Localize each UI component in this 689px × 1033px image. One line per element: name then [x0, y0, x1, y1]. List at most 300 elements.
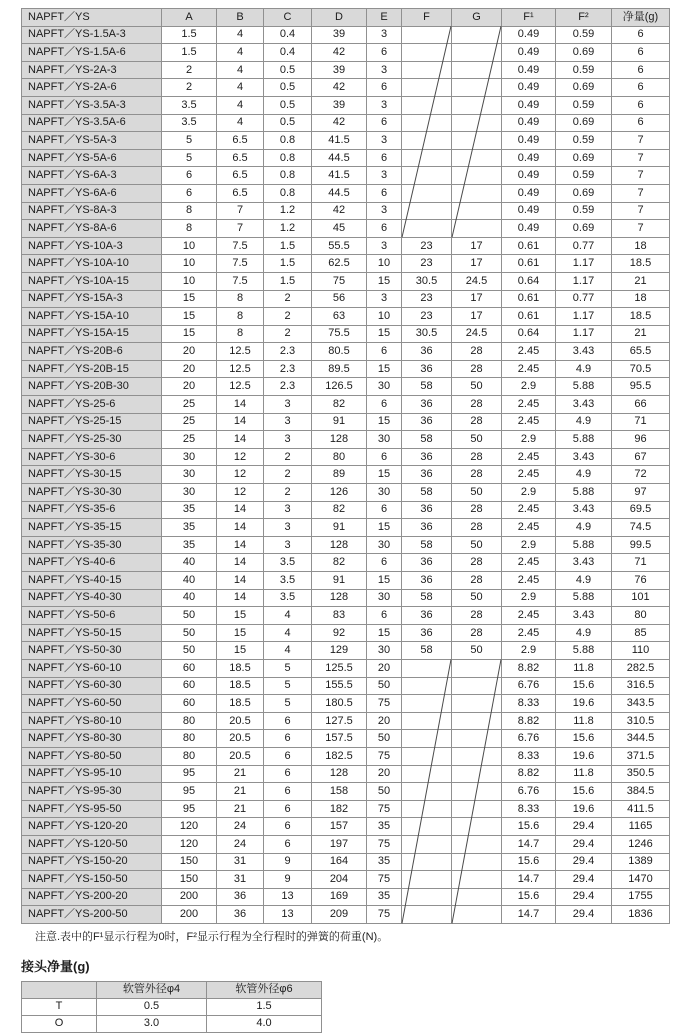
spec-value-cell: 6.76	[502, 783, 556, 801]
spec-value-cell: 66	[612, 396, 670, 414]
spec-label-cell: NAPFT／YS-150-20	[22, 853, 162, 871]
spec-value-cell: 6	[367, 220, 402, 238]
spec-label-cell: NAPFT／YS-25-6	[22, 396, 162, 414]
spec-value-cell: 2.3	[264, 378, 312, 396]
spec-value-cell: 3	[367, 202, 402, 220]
spec-value-cell: 2.9	[502, 431, 556, 449]
spec-value-cell: 0.77	[556, 237, 612, 255]
joint-value-cell: 3.0	[97, 1015, 207, 1032]
spec-value-cell: 3	[264, 536, 312, 554]
spec-value-cell: 80	[612, 607, 670, 625]
spec-value-cell: 3	[367, 26, 402, 44]
spec-value-cell: 4	[264, 642, 312, 660]
spec-value-cell: 310.5	[612, 712, 670, 730]
spec-value-cell: 30.5	[402, 325, 452, 343]
spec-row	[22, 747, 670, 765]
spec-value-cell: 82	[312, 554, 367, 572]
spec-value-cell: 6	[264, 747, 312, 765]
spec-value-cell: 0.64	[502, 272, 556, 290]
spec-value-cell: 2.3	[264, 343, 312, 361]
spec-value-cell: 42	[312, 79, 367, 97]
spec-value-cell: 91	[312, 519, 367, 537]
spec-value-cell: 0.59	[556, 61, 612, 79]
spec-label-cell: NAPFT／YS-15A-3	[22, 290, 162, 308]
spec-value-cell	[452, 695, 502, 713]
joint-label-cell: T	[22, 998, 97, 1015]
spec-value-cell: 20	[367, 765, 402, 783]
spec-value-cell: 3.5	[264, 589, 312, 607]
spec-label-cell: NAPFT／YS-2A-6	[22, 79, 162, 97]
spec-value-cell: 5.88	[556, 484, 612, 502]
spec-value-cell: 2	[264, 484, 312, 502]
spec-value-cell: 0.69	[556, 44, 612, 62]
spec-value-cell: 8.33	[502, 747, 556, 765]
spec-label-cell: NAPFT／YS-95-50	[22, 800, 162, 818]
spec-value-cell: 50	[162, 607, 217, 625]
spec-value-cell: 6	[162, 184, 217, 202]
spec-value-cell: 15.6	[556, 783, 612, 801]
spec-value-cell: 39	[312, 61, 367, 79]
spec-value-cell: 40	[162, 554, 217, 572]
spec-value-cell: 6	[264, 765, 312, 783]
spec-value-cell: 40	[162, 572, 217, 590]
spec-value-cell: 82	[312, 501, 367, 519]
spec-value-cell: 169	[312, 888, 367, 906]
spec-value-cell: 85	[612, 624, 670, 642]
spec-value-cell: 21	[217, 800, 264, 818]
spec-value-cell: 157.5	[312, 730, 367, 748]
spec-value-cell: 0.69	[556, 184, 612, 202]
spec-value-cell: 2.9	[502, 378, 556, 396]
spec-value-cell: 128	[312, 431, 367, 449]
spec-value-cell: 14	[217, 572, 264, 590]
spec-value-cell: 99.5	[612, 536, 670, 554]
spec-value-cell: 6	[367, 149, 402, 167]
spec-col-header: A	[162, 9, 217, 27]
spec-value-cell: 344.5	[612, 730, 670, 748]
spec-value-cell: 24.5	[452, 325, 502, 343]
spec-value-cell	[402, 747, 452, 765]
spec-value-cell: 384.5	[612, 783, 670, 801]
spec-value-cell	[402, 765, 452, 783]
spec-row	[22, 308, 670, 326]
spec-value-cell: 50	[452, 536, 502, 554]
spec-row	[22, 149, 670, 167]
spec-value-cell: 6.5	[217, 149, 264, 167]
spec-value-cell: 30	[367, 642, 402, 660]
spec-value-cell: 35	[367, 818, 402, 836]
spec-value-cell	[402, 96, 452, 114]
spec-row	[22, 325, 670, 343]
spec-value-cell: 4.9	[556, 519, 612, 537]
spec-value-cell: 5	[162, 132, 217, 150]
spec-value-cell: 58	[402, 589, 452, 607]
spec-value-cell: 6	[612, 44, 670, 62]
spec-value-cell: 3.43	[556, 396, 612, 414]
spec-value-cell: 75	[367, 835, 402, 853]
spec-value-cell: 20	[367, 659, 402, 677]
spec-value-cell: 120	[162, 818, 217, 836]
spec-value-cell: 0.61	[502, 237, 556, 255]
spec-row	[22, 871, 670, 889]
spec-value-cell: 11.8	[556, 659, 612, 677]
spec-value-cell: 30	[162, 448, 217, 466]
spec-value-cell: 10	[162, 255, 217, 273]
spec-label-cell: NAPFT／YS-2A-3	[22, 61, 162, 79]
spec-row	[22, 220, 670, 238]
spec-value-cell: 14.7	[502, 906, 556, 924]
spec-value-cell: 50	[367, 730, 402, 748]
spec-value-cell	[452, 783, 502, 801]
spec-value-cell: 0.69	[556, 114, 612, 132]
spec-value-cell: 5	[264, 695, 312, 713]
spec-value-cell: 28	[452, 396, 502, 414]
spec-value-cell: 4.9	[556, 466, 612, 484]
spec-value-cell: 50	[367, 677, 402, 695]
joint-row	[22, 998, 322, 1015]
spec-value-cell: 2.9	[502, 484, 556, 502]
spec-value-cell: 42	[312, 44, 367, 62]
spec-value-cell: 14	[217, 589, 264, 607]
spec-value-cell: 15	[162, 325, 217, 343]
spec-col-header: F²	[556, 9, 612, 27]
spec-value-cell	[402, 132, 452, 150]
spec-value-cell	[402, 167, 452, 185]
spec-value-cell: 36	[402, 396, 452, 414]
spec-value-cell	[452, 871, 502, 889]
spec-value-cell: 17	[452, 255, 502, 273]
spec-value-cell: 8.33	[502, 695, 556, 713]
spec-value-cell: 18	[612, 237, 670, 255]
spec-value-cell: 23	[402, 308, 452, 326]
spec-value-cell: 0.49	[502, 61, 556, 79]
spec-value-cell: 0.8	[264, 149, 312, 167]
spec-value-cell: 19.6	[556, 800, 612, 818]
spec-value-cell: 35	[162, 536, 217, 554]
spec-value-cell: 28	[452, 501, 502, 519]
spec-value-cell: 7	[217, 202, 264, 220]
spec-value-cell: 7	[612, 202, 670, 220]
spec-value-cell: 0.49	[502, 167, 556, 185]
spec-value-cell: 6	[612, 79, 670, 97]
spec-value-cell	[452, 132, 502, 150]
spec-label-cell: NAPFT／YS-35-30	[22, 536, 162, 554]
spec-value-cell	[452, 220, 502, 238]
spec-value-cell: 12	[217, 448, 264, 466]
spec-value-cell: 35	[162, 519, 217, 537]
spec-row	[22, 519, 670, 537]
spec-value-cell: 150	[162, 871, 217, 889]
spec-value-cell: 58	[402, 536, 452, 554]
spec-value-cell: 3.43	[556, 343, 612, 361]
spec-value-cell: 204	[312, 871, 367, 889]
spec-value-cell: 2.45	[502, 572, 556, 590]
spec-value-cell	[402, 149, 452, 167]
spec-value-cell: 36	[402, 607, 452, 625]
spec-value-cell: 7	[217, 220, 264, 238]
spec-value-cell: 29.4	[556, 853, 612, 871]
spec-value-cell: 4.9	[556, 572, 612, 590]
spec-value-cell: 1.5	[162, 44, 217, 62]
spec-value-cell: 2	[264, 308, 312, 326]
spec-value-cell: 3	[367, 96, 402, 114]
spec-value-cell: 3.43	[556, 501, 612, 519]
spec-row	[22, 114, 670, 132]
spec-value-cell: 36	[402, 343, 452, 361]
spec-value-cell: 4	[217, 44, 264, 62]
spec-value-cell: 7.5	[217, 272, 264, 290]
spec-value-cell: 350.5	[612, 765, 670, 783]
spec-value-cell: 5.88	[556, 431, 612, 449]
spec-value-cell: 1.5	[162, 26, 217, 44]
spec-value-cell: 15	[367, 325, 402, 343]
spec-value-cell: 3	[264, 519, 312, 537]
spec-value-cell: 6	[264, 800, 312, 818]
spec-row	[22, 642, 670, 660]
spec-value-cell: 95	[162, 800, 217, 818]
spec-value-cell: 28	[452, 466, 502, 484]
spec-value-cell: 36	[402, 554, 452, 572]
spec-value-cell: 25	[162, 413, 217, 431]
spec-value-cell: 18	[612, 290, 670, 308]
spec-value-cell: 2	[162, 79, 217, 97]
spec-value-cell: 50	[452, 378, 502, 396]
spec-value-cell: 0.59	[556, 167, 612, 185]
spec-value-cell: 45	[312, 220, 367, 238]
spec-value-cell: 75	[367, 695, 402, 713]
spec-value-cell: 71	[612, 413, 670, 431]
spec-value-cell: 343.5	[612, 695, 670, 713]
spec-value-cell: 17	[452, 237, 502, 255]
spec-row	[22, 255, 670, 273]
spec-row	[22, 800, 670, 818]
spec-value-cell: 36	[402, 624, 452, 642]
spec-value-cell: 75.5	[312, 325, 367, 343]
spec-value-cell: 60	[162, 659, 217, 677]
spec-label-cell: NAPFT／YS-60-50	[22, 695, 162, 713]
spec-value-cell: 3.5	[264, 554, 312, 572]
spec-label-cell: NAPFT／YS-40-15	[22, 572, 162, 590]
spec-value-cell	[402, 220, 452, 238]
spec-value-cell: 3	[367, 132, 402, 150]
spec-value-cell: 21	[217, 765, 264, 783]
spec-value-cell: 25	[162, 396, 217, 414]
spec-value-cell: 75	[367, 906, 402, 924]
spec-value-cell: 3.43	[556, 554, 612, 572]
spec-value-cell: 0.49	[502, 96, 556, 114]
spec-value-cell: 164	[312, 853, 367, 871]
spec-value-cell: 157	[312, 818, 367, 836]
spec-value-cell: 14.7	[502, 835, 556, 853]
spec-value-cell: 97	[612, 484, 670, 502]
spec-value-cell: 7	[612, 132, 670, 150]
spec-label-cell: NAPFT／YS-50-6	[22, 607, 162, 625]
spec-value-cell: 9	[264, 853, 312, 871]
spec-value-cell: 0.49	[502, 79, 556, 97]
spec-value-cell: 0.64	[502, 325, 556, 343]
spec-value-cell: 1.5	[264, 237, 312, 255]
spec-value-cell	[452, 818, 502, 836]
spec-value-cell: 67	[612, 448, 670, 466]
spec-value-cell: 30	[162, 466, 217, 484]
spec-value-cell: 128	[312, 536, 367, 554]
spec-value-cell: 29.4	[556, 888, 612, 906]
spec-value-cell: 39	[312, 26, 367, 44]
spec-value-cell: 411.5	[612, 800, 670, 818]
spec-row	[22, 554, 670, 572]
spec-value-cell: 58	[402, 378, 452, 396]
spec-value-cell: 371.5	[612, 747, 670, 765]
spec-value-cell: 89.5	[312, 360, 367, 378]
spec-value-cell: 197	[312, 835, 367, 853]
spec-label-cell: NAPFT／YS-50-15	[22, 624, 162, 642]
spec-value-cell	[452, 800, 502, 818]
spec-value-cell: 8.82	[502, 765, 556, 783]
spec-value-cell: 41.5	[312, 167, 367, 185]
spec-value-cell: 12.5	[217, 343, 264, 361]
spec-value-cell: 1.17	[556, 325, 612, 343]
spec-value-cell: 2.9	[502, 536, 556, 554]
spec-value-cell: 15	[367, 572, 402, 590]
spec-value-cell: 14.7	[502, 871, 556, 889]
spec-value-cell	[402, 695, 452, 713]
spec-value-cell	[402, 184, 452, 202]
spec-value-cell: 75	[367, 871, 402, 889]
spec-value-cell	[452, 835, 502, 853]
joint-value-cell: 0.5	[97, 998, 207, 1015]
spec-value-cell: 29.4	[556, 818, 612, 836]
spec-value-cell: 13	[264, 888, 312, 906]
spec-value-cell: 3	[367, 237, 402, 255]
spec-value-cell	[402, 888, 452, 906]
spec-value-cell: 8	[162, 220, 217, 238]
spec-col-header: F	[402, 9, 452, 27]
spec-value-cell	[452, 26, 502, 44]
joint-table-body	[22, 998, 322, 1032]
spec-table-body	[22, 26, 670, 923]
spec-value-cell: 15	[367, 466, 402, 484]
spec-value-cell: 56	[312, 290, 367, 308]
spec-row	[22, 888, 670, 906]
spec-col-header: C	[264, 9, 312, 27]
spec-value-cell: 74.5	[612, 519, 670, 537]
spec-value-cell: 35	[162, 501, 217, 519]
spec-row	[22, 730, 670, 748]
joint-col-header: 软管外径φ6	[207, 981, 322, 998]
spec-value-cell: 28	[452, 343, 502, 361]
spec-value-cell: 60	[162, 677, 217, 695]
spec-value-cell: 29.4	[556, 835, 612, 853]
spec-value-cell: 4	[264, 624, 312, 642]
spec-col-header: NAPFT／YS	[22, 9, 162, 27]
spec-value-cell	[452, 730, 502, 748]
spec-label-cell: NAPFT／YS-30-6	[22, 448, 162, 466]
spec-row	[22, 343, 670, 361]
spec-value-cell	[402, 114, 452, 132]
spec-value-cell: 6	[162, 167, 217, 185]
spec-value-cell: 200	[162, 906, 217, 924]
spec-row	[22, 589, 670, 607]
spec-value-cell: 75	[312, 272, 367, 290]
spec-value-cell: 2	[162, 61, 217, 79]
spec-value-cell: 36	[402, 360, 452, 378]
spec-row	[22, 184, 670, 202]
spec-value-cell: 14	[217, 536, 264, 554]
spec-value-cell	[452, 906, 502, 924]
spec-value-cell: 50	[452, 484, 502, 502]
spec-row	[22, 26, 670, 44]
spec-value-cell: 44.5	[312, 149, 367, 167]
spec-value-cell: 2.45	[502, 519, 556, 537]
spec-value-cell: 20.5	[217, 712, 264, 730]
spec-value-cell	[402, 79, 452, 97]
spec-value-cell: 3	[264, 413, 312, 431]
spec-value-cell	[402, 871, 452, 889]
spec-value-cell: 83	[312, 607, 367, 625]
spec-label-cell: NAPFT／YS-10A-15	[22, 272, 162, 290]
spec-value-cell: 2.9	[502, 642, 556, 660]
spec-value-cell: 1246	[612, 835, 670, 853]
spec-value-cell: 1.5	[264, 272, 312, 290]
spec-value-cell	[452, 765, 502, 783]
spec-value-cell: 71	[612, 554, 670, 572]
spec-value-cell: 316.5	[612, 677, 670, 695]
spec-label-cell: NAPFT／YS-80-50	[22, 747, 162, 765]
spec-value-cell: 30	[367, 484, 402, 502]
spec-value-cell: 4	[264, 607, 312, 625]
spec-value-cell	[402, 906, 452, 924]
spec-value-cell	[452, 659, 502, 677]
spec-value-cell: 11.8	[556, 712, 612, 730]
spec-row	[22, 290, 670, 308]
spec-value-cell: 1836	[612, 906, 670, 924]
spec-value-cell: 35	[367, 853, 402, 871]
spec-value-cell: 0.4	[264, 44, 312, 62]
spec-value-cell: 91	[312, 572, 367, 590]
spec-value-cell: 6	[367, 396, 402, 414]
spec-value-cell: 2.45	[502, 624, 556, 642]
joint-weight-title: 接头净量(g)	[21, 958, 90, 974]
spec-value-cell: 2	[264, 448, 312, 466]
spec-label-cell: NAPFT／YS-25-30	[22, 431, 162, 449]
spec-value-cell: 14	[217, 501, 264, 519]
spec-value-cell: 21	[217, 783, 264, 801]
spec-value-cell: 70.5	[612, 360, 670, 378]
spec-value-cell: 10	[162, 237, 217, 255]
spec-value-cell: 50	[162, 624, 217, 642]
spec-value-cell: 28	[452, 519, 502, 537]
spec-value-cell: 13	[264, 906, 312, 924]
spec-value-cell: 5	[264, 659, 312, 677]
spec-value-cell: 50	[452, 431, 502, 449]
spec-value-cell: 7	[612, 149, 670, 167]
joint-label-cell: O	[22, 1015, 97, 1032]
spec-value-cell: 62.5	[312, 255, 367, 273]
spec-value-cell: 1470	[612, 871, 670, 889]
spec-value-cell: 29.4	[556, 871, 612, 889]
spec-value-cell: 12.5	[217, 360, 264, 378]
spec-label-cell: NAPFT／YS-120-20	[22, 818, 162, 836]
spec-value-cell: 3	[264, 396, 312, 414]
spec-value-cell	[402, 712, 452, 730]
spec-row	[22, 448, 670, 466]
spec-label-cell: NAPFT／YS-200-50	[22, 906, 162, 924]
spec-value-cell: 128	[312, 765, 367, 783]
spec-value-cell	[452, 114, 502, 132]
spec-value-cell: 6	[367, 554, 402, 572]
spec-value-cell	[402, 783, 452, 801]
spec-value-cell: 209	[312, 906, 367, 924]
